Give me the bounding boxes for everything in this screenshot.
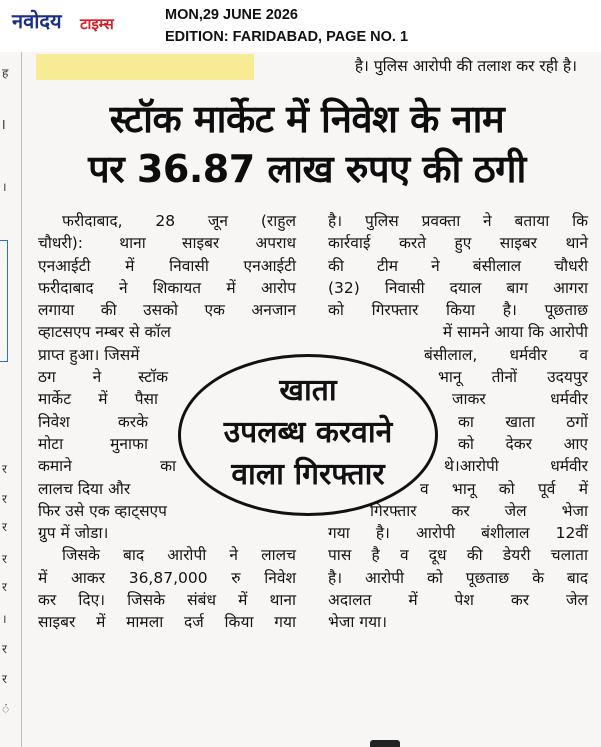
adjacent-fragment: र [2,462,7,476]
text-line: (32) निवासी दयाल बाग आगरा [328,278,588,297]
adjacent-fragment: र [2,580,7,594]
headline-line: स्टॉक मार्केट में निवेश के नाम [109,97,505,141]
text-line: लगाया की उसको एक अनजान [38,301,296,320]
text-line: प्राप्त हुआ। जिसमें [38,345,140,364]
masthead-bar [0,0,601,52]
adjacent-fragment: ह [2,66,9,80]
text-line: है। आरोपी को पूछताछ के बाद [328,568,588,587]
adjacent-blue-box [0,240,8,362]
adjacent-fragment: ं [2,702,10,716]
text-line: की टीम ने बंसीलाल चौधरी [328,256,588,275]
text-line: में सामने आया कि आरोपी [442,323,588,342]
text-line: लालच दिया और [38,479,131,498]
adjacent-fragment: । [2,180,7,194]
text-line: मार्केट में पैसा [38,390,158,409]
adjacent-fragment: र [2,672,7,686]
text-line: कार्रवाई करते हुए साइबर थाने [328,234,588,253]
text-line: थे।आरोपी धर्मवीर [444,457,588,476]
article-headline [24,94,590,194]
text-line: मोटा मुनाफा [38,434,148,453]
adjacent-column-strip [0,52,22,747]
logo-sub-text: टाइम्स [80,15,114,33]
text-line: जिसके बाद आरोपी ने लालच [62,546,296,565]
edition-date: MON,29 JUNE 2026 [165,7,298,23]
edition-info: EDITION: FARIDABAD, PAGE NO. 1 [165,29,409,45]
adjacent-fragment: र [2,492,7,506]
text-line: फरीदाबाद ने शिकायत में आरोप [38,278,296,297]
text-line: अदालत में पेश कर जेल [328,591,588,610]
text-line: जाकर धर्मवीर [452,390,588,409]
text-line: है। पुलिस प्रवक्ता ने बताया कि [328,212,588,230]
next-article-fragment [370,740,400,747]
text-line: गया है। आरोपी बंशीलाल 12वीं [328,524,588,543]
previous-article-text: है। पुलिस आरोपी की तलाश कर रही है। [354,57,577,75]
text-line: कमाने का [38,457,176,476]
text-line: भेजा गया। [328,613,387,632]
text-line: व भानू को पूर्व में [420,479,588,498]
text-line: भानू तीनों उदयपुर [438,368,588,387]
text-line: कर दिए। जिसके संबंध में थाना [38,591,296,610]
text-line: फिर उसे एक व्हाट्सएप [38,501,167,520]
text-line: निवेश करके [38,412,148,431]
pull-quote-line: खाता [279,373,337,408]
text-line: ठग ने स्टॉक [38,368,168,387]
text-line: बंसीलाल, धर्मवीर व [424,345,588,364]
text-line: को देकर आए [458,434,588,453]
adjacent-fragment: र [2,642,7,656]
adjacent-fragment: र [2,520,7,534]
newspaper-logo [12,6,140,36]
text-line: को गिरफ्तार किया है। पूछताछ [328,301,588,320]
logo-main-text: नवोदय [12,9,62,33]
adjacent-fragment: । [2,612,7,626]
pull-quote-oval [178,354,438,516]
pull-quote-line: उपलब्ध करवाने [223,415,393,450]
pull-quote-line: वाला गिरफ्तार [231,457,385,492]
text-line: गिरफ्तार कर जेल भेजा [370,501,588,520]
adjacent-fragment: I [2,118,6,132]
text-line: फरीदाबाद, 28 जून (राहुल [62,212,296,230]
previous-article-tail [36,54,589,80]
highlight-bar [36,54,254,80]
text-line: एनआईटी में निवासी एनआईटी [38,256,296,275]
text-line: का खाता ठगों [458,412,588,431]
text-line: चौधरी): थाना साइबर अपराध [38,234,296,253]
text-line: में आकर 36,87,000 रु निवेश [38,568,296,587]
text-line: व्हाटसएप नम्बर से कॉल [38,323,171,342]
headline-line: पर 36.87 लाख रुपए की ठगी [88,147,526,191]
text-line: ग्रुप में जोडा। [38,524,109,543]
adjacent-fragment: र [2,552,7,566]
newspaper-clipping [0,52,601,747]
text-line: साइबर में मामला दर्ज किया गया [38,613,296,632]
text-line: पास है व दूध की डेयरी चलाता [328,546,588,565]
